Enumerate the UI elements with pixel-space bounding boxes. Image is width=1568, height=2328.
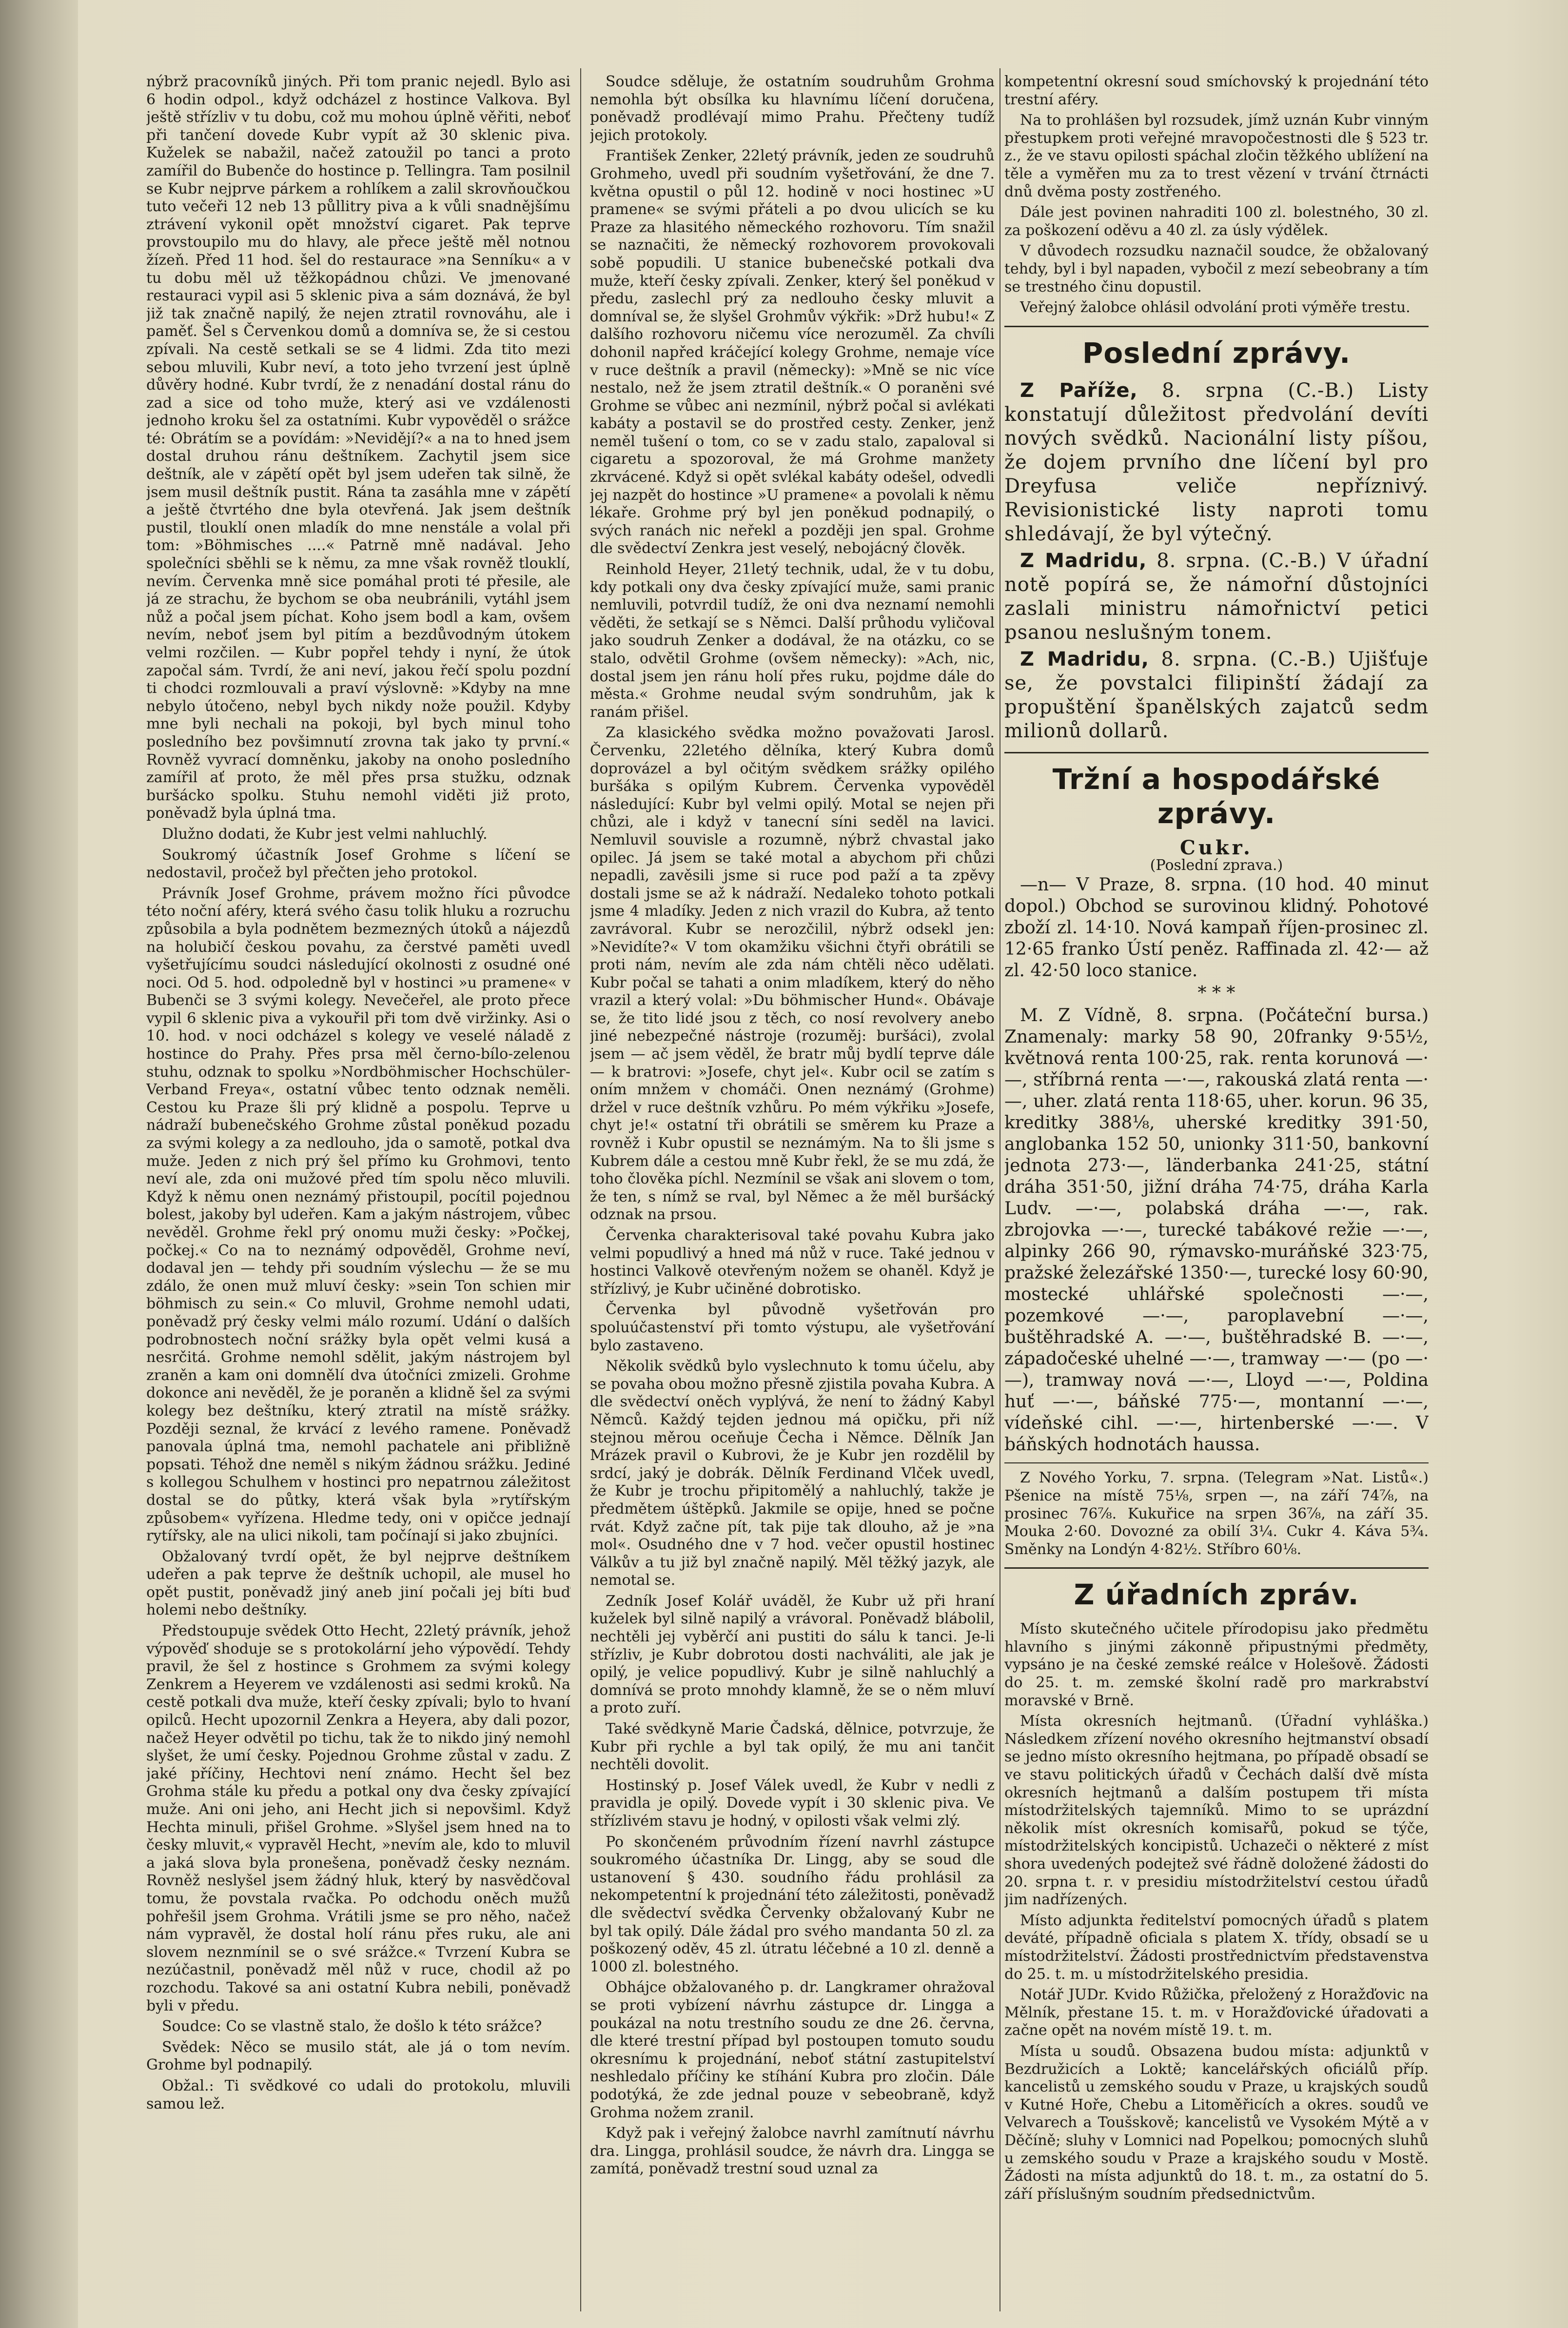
newyork-report: Z Nového Yorku, 7. srpna. (Telegram »Nat. Listů«.) Pšenice na místě 75⅛, srpen —, na září 74⅞, na prosinec 76⅞. Kukuřice na srpen 36⅞, na září 35. Mouka 2·60. Dovozné za obilí 3¼. Cukr 4. Káva 5¾. Směnky na Londýn 4·82½. Stříbro 60⅛. [1004, 1469, 1429, 1558]
article-paragraph: Na to prohlášen byl rozsudek, jímž uznán Kubr vinným přestupkem proti veřejné mravopočestnosti dle § 523 tr. z., že ve stavu opilosti spáchal zločin těžkého ublížení na těle a vyměřen mu za to trest vězení v trvání čtrnácti dnů dvěma posty zostřeného. [1004, 112, 1429, 200]
article-paragraph: Reinhold Heyer, 21letý technik, udal, že v tu dobu, kdy potkali ony dva česky zpívající muže, sami pranic nemluvili, potvrdil tudíž, že oni dva neznamí nemohli věděti, že setkají se s Němci. Další průhodu vyličoval jako soudruh Zenker a dodával, že na otázku, co se stalo, odvětil Grohme (ovšem německy): »Ach, nic, dostal jsem jen ránu holí přes ruku, pojdme dále do města.« Grohme neudal svým sondruhům, jak k ranám přišel. [590, 561, 995, 721]
article-paragraph: Červenka charakterisoval také povahu Kubra jako velmi popudlivý a hned má nůž v ruce. Také jednou v hostinci Valkově otevřeným nožem se ohaněl. Když je střízlivý, je Kubr učiněné dobrotisko. [590, 1227, 995, 1298]
sugar-subheading: (Poslední zprava.) [1150, 856, 1283, 874]
official-notice: Místa okresních hejtmanů. (Úřadní vyhláška.) Následkem zřízení nového okresního hejtmanství obsadí se jedno místo okresního hejtmana, po případě obsadí se ve stavu politických úřadů v Čechách další dvě místa okresních hejtmanů a dalším postupem tři místa místodržitelských tajemníků. Mimo to se uprázdní několik míst okresních komisařů, pokud se týče, místodržitelských koncipistů. Uchazeči o některé z míst shora uvedených podejtež své řádně doložené žádosti do 20. srpna t. r. v presidiu místodržitelství cestou úřadů jim nadřízených. [1004, 1713, 1429, 1909]
section-rule [1004, 326, 1429, 327]
news-item [1004, 549, 1429, 645]
article-paragraph: kompetentní okresní soud smíchovský k projednání této trestní aféry. [1004, 73, 1429, 108]
vienna-report: M. Z Vídně, 8. srpna. (Počáteční bursa.) Znamenaly: marky 58 90, 20franky 9·55½, květnová renta 100·25, rak. renta korunová —·—, stříbrná renta —·—, rakouská zlatá renta —·—, uher. zlatá renta 118·65, uher. korun. 96 35, kreditky 388⅛, uherské kreditky 391·50, anglobanka 152 50, unionky 311·50, bankovní jednota 273·—, länderbanka 241·25, státní dráha 351·50, jižní dráha 74·75, dráha Karla Ludv. —·—, polabská dráha —·—, rak. zbrojovka —·—, turecké tabákové režie —·—, alpinky 266 90, rýmavsko-muráňské 323·75, pražské železářské 1350·—, turecké losy 60·90, mostecké uhlářské společnosti —·—, pozemkové —·—, paroplavební —·—, buštěhradské A. —·—, buštěhradské B. —·—, západočeské uhelné —·—, tramway —·— (po —·—), tramway nová —·—, Lloyd —·—, Poldina huť —·—, báňské 775·—, montanní —·—, vídeňské cihl. —·—, hirtenberské —·—. V báňských hodnotách haussa. [1004, 1006, 1429, 1455]
market-heading: Tržní a hospodářské zprávy. [1052, 762, 1381, 830]
article-paragraph: Zedník Josef Kolář uváděl, že Kubr už při hraní kuželek byl silně napilý a vrávoral. Poněvadž blábolil, nechtěli jej vyběrčí ani pustiti do sálu k tanci. Je-li střízliv, je Kubr dobrotou dosti nachváliti, ale jak je opilý, je velice popudlivý. Kubr je silně nahluchlý a domnívá se proto mnohdy klamně, že se o něm mluví a proto zuří. [590, 1592, 995, 1717]
article-paragraph: Obžal.: Ti svědkové co udali do protokolu, mluvili samou lež. [146, 2077, 570, 2112]
article-paragraph: Hostinský p. Josef Válek uvedl, že Kubr v nedli z pravidla je opilý. Dovede vypít i 30 sklenic piva. Ve střízlivém stavu je hodný, v opilosti však velmi zlý. [590, 1776, 995, 1830]
article-paragraph: Obhájce obžalovaného p. dr. Langkramer ohražoval se proti vybízení návrhu zástupce dr. Lingga a poukázal na notu trestního soudu ze dne 26. června, dle které trestní případ byl postoupen tomuto soudu okresnímu k projednání, neboť státní zastupitelství neshledalo příčiny ke stíhání Kubra pro zločin. Dále podotýká, že zde jednal pouze v sebeobraně, když Grohma nožem zranil. [590, 1979, 995, 2121]
article-paragraph: Veřejný žalobce ohlásil odvolání proti výměře trestu. [1020, 299, 1411, 316]
news-place: Z Madridu, [1020, 549, 1147, 572]
article-paragraph: Právník Josef Grohme, právem možno říci původce této noční aféry, která svého času tolik hluku a rozruchu způsobila a byla podnětem bezmezných útoků a nájezdů na holubičí českou povahu, za čerstvé paměti uvedl vyšetřujícímu soudci následující okolnosti z osudné oné noci. Od 5. hod. odpoledně byl v hostinci »u pramene« v Bubenči se 3 svými kolegy. Nevečeřel, ale proto přece vypil 6 sklenic piva a vykouřil při tom dvě viržinky. Asi o 10. hod. v noci odcházel s kolegy ve veselé náladě z hostince do Prahy. Přes prsa měl černo-bílo-zelenou stuhu, odznak to spolku »Nordböhmischer Hochschüler-Verband Freya«, ostatní vůbec tento odznak neměli. Cestou ku Praze šli prý klidně a pospolu. Teprve u nádraží bubenečského Grohme zůstal poněkud pozadu za svými kolegy a za nedlouho, jda o samotě, potkal dva muže. Jeden z nich prý šel přímo ku Grohmovi, tento neví ale, zda oni mužové před tím spolu něco mluvili. Když k němu onen neznámý přistoupil, pocítil pojednou bolest, jakoby byl udeřen. Kam a jakým nástrojem, vůbec nevěděl. Grohme řekl prý onomu muži česky: »Počkej, počkej.« Co na to neznámý odpověděl, Grohme neví, dodaval jen — tehdy při soudním výslechu — že se mu zdálo, že onen muž mluví česky: »sein Ton schien mir böhmisch zu sein.« Co mluvil, Grohme nemohl udati, poněvadž prý česky velmi málo rozumí. Udání o dalších podrobnostech noční srážky byla opět velmi kusá a nesrčitá. Grohme nemohl sdělit, jakým nástrojem byl zraněn a kam oni domnělí dva útočníci zmizeli. Grohme dokonce ani nevěděl, že je poraněn a klidně šel za svými kolegy bez deštníku, který ztratil na místě srážky. Později seznal, že krvácí z levého ramene. Poněvadž panovala úplná tma, nemohl pachatele ani přibližně popsati. Téhož dne neměl s nikým žádnou srážku. Jediné s kollegou Schulhem v hostinci pro nepatrnou záležitost dostal se do půtky, která však byla »rytířským způsobem« vyřízena. Hledme tedy, oni v opičce jednají rytířsky, ale na ulici nikoli, tam počínají si jako zbujníci. [146, 885, 570, 1545]
article-paragraph: V důvodech rozsudku naznačil soudce, že obžalovaný tehdy, byl i byl napaden, vybočil z mezí sebeobrany a tím se trestného činu dopustil. [1004, 242, 1429, 296]
article-paragraph: Soudce sděluje, že ostatním soudruhům Grohma nemohla být obsílka ku hlavnímu líčení doručena, poněvadž prodlévají mimo Prahu. Přečteny tudíž jejich protokoly. [590, 73, 995, 144]
official-notice: Místa u soudů. Obsazena budou místa: adjunktů v Bezdružicích a Loktě; kancelářských oficiálů příp. kancelistů u zemského soudu v Praze, u krajských soudů v Kutné Hoře, Chebu a Litoměřicích a okres. soudů ve Velvarech a Toušskově; kancelistů ve Vysokém Mýtě a v Děčíně; sluhy v Lomnici nad Popelkou; pomocných sluhů u zemského soudu v Praze a krajského soudu v Mostě. Žádosti na místa adjunktů do 18. t. m., za ostatní do 5. září příslušným soudním předsednictvům. [1004, 2042, 1429, 2203]
article-paragraph: Za klasického svědka možno považovati Jarosl. Červenku, 22letého dělníka, který Kubra domů doprovázel a byl očitým svědkem srážky opilého buršáka s opilým Kubrem. Červenka vypověděl následující: Kubr byl velmi opilý. Motal se nejen při chůzi, ale i když v tanecní síni seděl na lavici. Nemluvil souvisle a rozumně, nýbrž chvastal jako opilec. Já jsem se také motal a abychom při chůzi nepadli, zavěsili jsme si ruce pod paží a ta zpěvy dostali jsme se až k nádraží. Nedaleko tohoto potkali jsme 4 mladíky. Jeden z nich vrazil do Kubra, až tento zavrávoral. Kubr se nerozčilil, nýbrž odsekl jen: »Nevidíte?« V tom okamžiku všichni čtyři obrátili se proti nám, nevím ale zda nám chtěli něco udělati. Kubr počal se tahati a onim mladíkem, který do něho vrazil a který volal: »Du böhmischer Hund«. Obávaje se, že tito lidé jsou z těch, co nosí revolvery anebo jiné nebezpečné nástroje (rozuměj: buršáci), zvolal jsem — ač jsem věděl, že bratr můj bydlí teprve dále — k bratrovi: »Josefe, chyt jel«. Kubr ocil se zatím s oním mnžem v chomáči. Onen neznámý (Grohme) držel v ruce deštník vzhůru. Po mém výkřiku »Josefe, chyt je!« ostatní tři obrátili se směrem ku Praze a rovněž i Kubr opustil se neznámým. Na to šli jsme s Kubrem dále a cestou mně Kubr řekl, že se mu zdá, že toho člověka píchl. Nezmínil se však ani slovem o tom, že ten, s nímž se rval, byl Němec a že měl buršácký odznak na prsou. [590, 724, 995, 1223]
section-rule [1004, 1462, 1429, 1463]
column-1 [146, 73, 570, 2311]
article-paragraph: Soudce: Co se vlastně stalo, že došlo k této srážce? [162, 2018, 542, 2035]
column-divider [580, 68, 581, 2311]
article-paragraph: Také svědkyně Marie Čadská, dělnice, potvrzuje, že Kubr při rychle a byl tak opilý, že mu ani tančit nechtěli dovolit. [590, 1720, 995, 1774]
news-text: 8. srpna. (C.-B.) V úřadní notě popírá se, že námořní důstojníci zaslali ministru námořnictví petici psanou neslušným tonem. [1004, 549, 1429, 644]
official-notice: Místo adjunkta ředitelství pomocných úřadů s platem deváté, případně oficiala s platem X. třídy, obsadí se u místodržitelství. Žádosti prostřednictvím představenstva do 25. t. m. u místodržitelského presidia. [1004, 1912, 1429, 1983]
article-paragraph: Obžalovaný tvrdí opět, že byl nejprve deštníkem udeřen a pak teprve že deštník uchopil, ale musel ho opět pustit, poněvadž jiný aneb jiní počali jej bíti buď holemi nebo deštníky. [146, 1548, 570, 1619]
sugar-report: —n— V Praze, 8. srpna. (10 hod. 40 minut dopol.) Obchod se surovinou klidný. Pohotové zboží zl. 14·10. Nová kampaň říjen-prosinec zl. 12·65 franko Ústí peněz. Raffinada zl. 42·— až zl. 42·50 loco stanice. [1004, 874, 1429, 981]
news-text: 8. srpna. (C.-B.) Ujišťuje se, že povstalci filipinští žádají za propuštění španělských zajatců sedm milionů dollarů. [1004, 648, 1429, 742]
article-paragraph: Soukromý účastník Josef Grohme s líčení se nedostavil, pročež byl přečten jeho protokol. [146, 846, 570, 882]
article-paragraph: Když pak i veřejný žalobce navrhl zamítnutí návrhu dra. Lingga, prohlásil soudce, že návrh dra. Lingga se zamítá, poněvadž trestní soud uznal za [590, 2125, 995, 2178]
column-2 [590, 73, 995, 2311]
official-notice: Notář JUDr. Kvido Růžička, přeložený z Horažďovic na Mělník, přestane 15. t. m. v Horažďovické úřadovati a začne opět na novém místě 19. t. m. [1004, 1986, 1429, 2039]
column-3 [1004, 73, 1429, 2311]
official-news-heading: Z úřadních zpráv. [1074, 1578, 1359, 1612]
news-text: 8. srpna (C.-B.) Listy konstatují důležitost předvolání devíti nových svědků. Nacionální listy píšou, že dojem prvního dne líčení byl pro Dreyfusa veliče nepříznivý. Revisionistické listy naproti tomu shledávají, že byl výtečný. [1004, 379, 1429, 545]
article-paragraph: Dlužno dodati, že Kubr jest velmi nahluchlý. [162, 825, 488, 843]
sugar-heading: Cukr. [1180, 836, 1253, 859]
article-paragraph: Po skončeném průvodním řízení navrhl zástupce soukromého účastníka Dr. Lingg, aby se soud dle ustanovení § 430. soudního řádu prohlásil za nekompetentní k projednání této záležitosti, poněvadž dle svědectví svědka Červenky obžalovaný Kubr ne byl tak opilý. Dále žádal pro svého mandanta 50 zl. za poškozený oděv, 45 zl. útratu léčebné a 10 zl. denně a 1000 zl. bolestného. [590, 1833, 995, 1975]
article-paragraph: Dále jest povinen nahraditi 100 zl. bolestného, 30 zl. za poškození oděvu a 40 zl. za úsly výdělek. [1004, 204, 1429, 239]
news-place: Z Madridu, [1020, 648, 1149, 671]
article-paragraph: Několik svědků bylo vyslechnuto k tomu účelu, aby se povaha obou možno přesně zjistila povaha Kubra. A dle svědectví oněch vyplývá, že není to žádný Kabyl Němců. Každý tejden jednou má opičku, při níž stejnou měrou oceňuje Čecha i Němce. Dělník Jan Mrázek pravil o Kubrovi, že je Kubr jen rozdělil by srdcí, jaký je dobrák. Dělník Ferdinand Vlček uvedl, že Kubr je trochu připitomělý a nahluchlý, takže je předmětem úštěpků. Jakmile se opije, hned se počne rvát. Když začne pít, tak pije tak dlouho, až je »na mol«. Osudného dne v 7 hod. večer opustil hostinec Válkův a tu již byl značně napilý. Měl těžký jazyk, ale nemotal se. [590, 1358, 995, 1589]
section-rule [1004, 1567, 1429, 1569]
binding-gutter [0, 0, 78, 2328]
article-paragraph: František Zenker, 22letý právník, jeden ze soudruhů Grohmeho, uvedl při soudním vyšetřování, že dne 7. května opustil o půl 12. hodině v noci hostinec »U pramene« se svými přáteli a po dvou ulicích se ku Praze za hlasitého německého rozhovoru. Tím snažil se naznačiti, že německý rozhovorem provokovali sobě popudili. U stanice bubenečské potkali dva muže, kteří česky zpívali. Zenker, který šel poněkud v předu, zaslechl prý za nedlouho česky mluvit a domníval se, že slyšel Grohmův výkřik: »Drž hubu!« Z dalšího rozhovoru ničemu více nerozuměl. Za chvíli dohonil napřed kráčející kolegy Grohme, nemaje více v ruce deštník a pravil (německy): »Mně se nic více nestalo, než že jsem ztratil deštník.« O poraněni své Grohme se vůbec ani nezmínil, nýbrž počal si avlékati kabáty a postavil se do prostřed cesty. Zenker, jenž neměl tušení o tom, co se v zadu stalo, zapaloval si cigaretu a spozoroval, že má Grohme manžety zkrvácené. Když si opět svlékal kabáty odešel, odvedli jej nazpět do hostince »U pramene« a povolali k němu lékaře. Grohme prý byl jen poněkud podnapilý, o svých ranách nic neřekl a později jen spal. Grohme dle svědectví Zenkra jest veselý, nebojácný člověk. [590, 147, 995, 557]
news-item [1004, 379, 1429, 546]
news-place: Z Paříže, [1020, 379, 1138, 402]
official-notice: Místo skutečného učitele přírodopisu jako předmětu hlavního s jinými zákonně připustnými předměty, vypsáno je na české zemské reálce v Holešově. Žádosti do 25. t. m. zemské školní radě pro markrabství moravské v Brně. [1004, 1620, 1429, 1709]
article-paragraph: Předstoupuje svědek Otto Hecht, 22letý právník, jehož výpověď shoduje se s protokolární jeho výpovědí. Tehdy pravil, že šel z hostince s Grohmem za svými kolegy Zenkrem a Heyerem ve vzdálenosti asi sedmi kroků. Na cestě potkali dva muže, kteří česky zpívali; bylo to hvaní opilců. Hecht upozornil Zenkra a Heyera, aby dali pozor, načež Heyer odvětil po tichu, tak že to nikdo jiný nemohl slyšet, že umí česky. Pojednou Grohme zůstal v zadu. Z jaké příčiny, Hechtovi není známo. Hecht šel bez Grohma stále ku předu a potkal ony dva česky zpívající muže. Ani oni jeho, ani Hecht jich si nepovšiml. Když Hechta minuli, přišel Grohme. »Slyšel jsem hned na to česky mluvit,« vypravěl Hecht, »nevím ale, kdo to mluvil a jaká slova byla pronešena, poněvadž česky neznám. Rovněž neslyšel jsem žádný hluk, který by nasvědčoval tomu, že povstala rvačka. Po odchodu oněch mužů pohřešil jsem Grohma. Vrátili jsme se pro něho, načež nám vypravěl, že dostal holí ránu přes ruku, ale ani slovem neznmínil se o své srážce.« Tvrzení Kubra se nezúčastnil, poněvadž měl nůž v ruce, chodil až po rozchodu. Takové sa ani ostatní Kubra nebili, poněvadž byli v předu. [146, 1622, 570, 2014]
article-paragraph: Svědek: Něco se musilo stát, ale já o tom nevím. Grohme byl podnapilý. [146, 2038, 570, 2074]
article-paragraph: nýbrž pracovníků jiných. Při tom pranic nejedl. Bylo asi 6 hodin odpol., když odcházel z hostince Valkova. Byl ještě střízliv v tu dobu, což mu mohou úplně věřiti, neboť při tančení dovede Kubr vypít až 30 sklenic piva. Kuželek se nabažil, načež zatoužil po tanci a proto zamířil do Bubenče do hostince p. Tellingra. Tam posilnil se Kubr nejprve párkem a rohlíkem a zalil skrovňoučkou tuto večeři 12 neb 13 půllitry piva a k vůli snadnějšímu ztrávení vykonil opět množství cigaret. Pak teprve provstoupilo mu do hlavy, ale přece ještě měl notnou žízeň. Před 11 hod. šel do restaurace »na Senníku« a v tu dobu měl už těžkopádnou chůzi. Ve jmenované restauraci vypil asi 5 sklenic piva a sám doznává, že byl již tak značně napilý, že nejen ztratil rovnováhu, ale i paměť. Šel s Červenkou domů a domníva se, že si cestou zpívali. Na cestě setkali se se 4 lidmi. Zda tito mezi sebou mluvili, Kubr neví, a toto jeho tvrzení jest úplně důvěry hodné. Kubr tvrdí, že z nenadání dostal ránu do zad a sice od toho muže, který asi ve vzdálenosti jednoho kroku šel za ostatními. Kubr vypověděl o srážce té: Obrátím se a povídám: »Nevidějí?« a na to hned jsem dostal druhou ránu deštníkem. Zachytil jsem sice deštník, ale v zápětí opět byl jsem udeřen tak silně, že jsem musil deštník pustit. Rána ta zasáhla mne v zápětí a ještě čtvrtého dne byla otevřená. Jak jsem deštník pustil, tlouklí onen mladík do mne nenstále a volal při tom: »Böhmisches ....« Patrně mně nadával. Jeho společníci sběhli se k němu, za mne však rovněž tlouklí, nevím. Červenka mně sice pomáhal proti té přesile, ale já ze strachu, že bychom se oba neubránili, vytáhl jsem nůž a počal jsem píchat. Koho jsem bodl a kam, ovšem nevím, neboť jsem byl pitím a bezdůvodným útokem velmi rozčilen. — Kubr popřel tehdy i nyní, že útok započal sám. Tvrdí, že ani neví, jakou řečí spolu pozdní ti chodci rozmlouvali a praví výslovně: »Kdyby na mne nebylo útočeno, nebyl bych nikdy nože použil. Kdyby mne byli nechali na pokoji, byl bych minul toho posledního bez povšimnutí zrovna tak jako ty první.« Rovněž vyvrací domněnku, jakoby na onoho posledního zamířil ať proto, že měl přes prsa stužku, odznak buršácko spolku. Stuhu nemohl viděti již proto, poněvadž byla úplná tma. [146, 73, 570, 822]
section-stars: * * * [1197, 983, 1235, 1003]
latest-news-heading: Poslední zprávy. [1082, 336, 1351, 370]
news-item [1004, 648, 1429, 743]
article-paragraph: Červenka byl původně vyšetřován pro spoluúčastenství při tomto výstupu, ale vyšetřování bylo zastaveno. [590, 1301, 995, 1354]
section-rule [1004, 752, 1429, 753]
